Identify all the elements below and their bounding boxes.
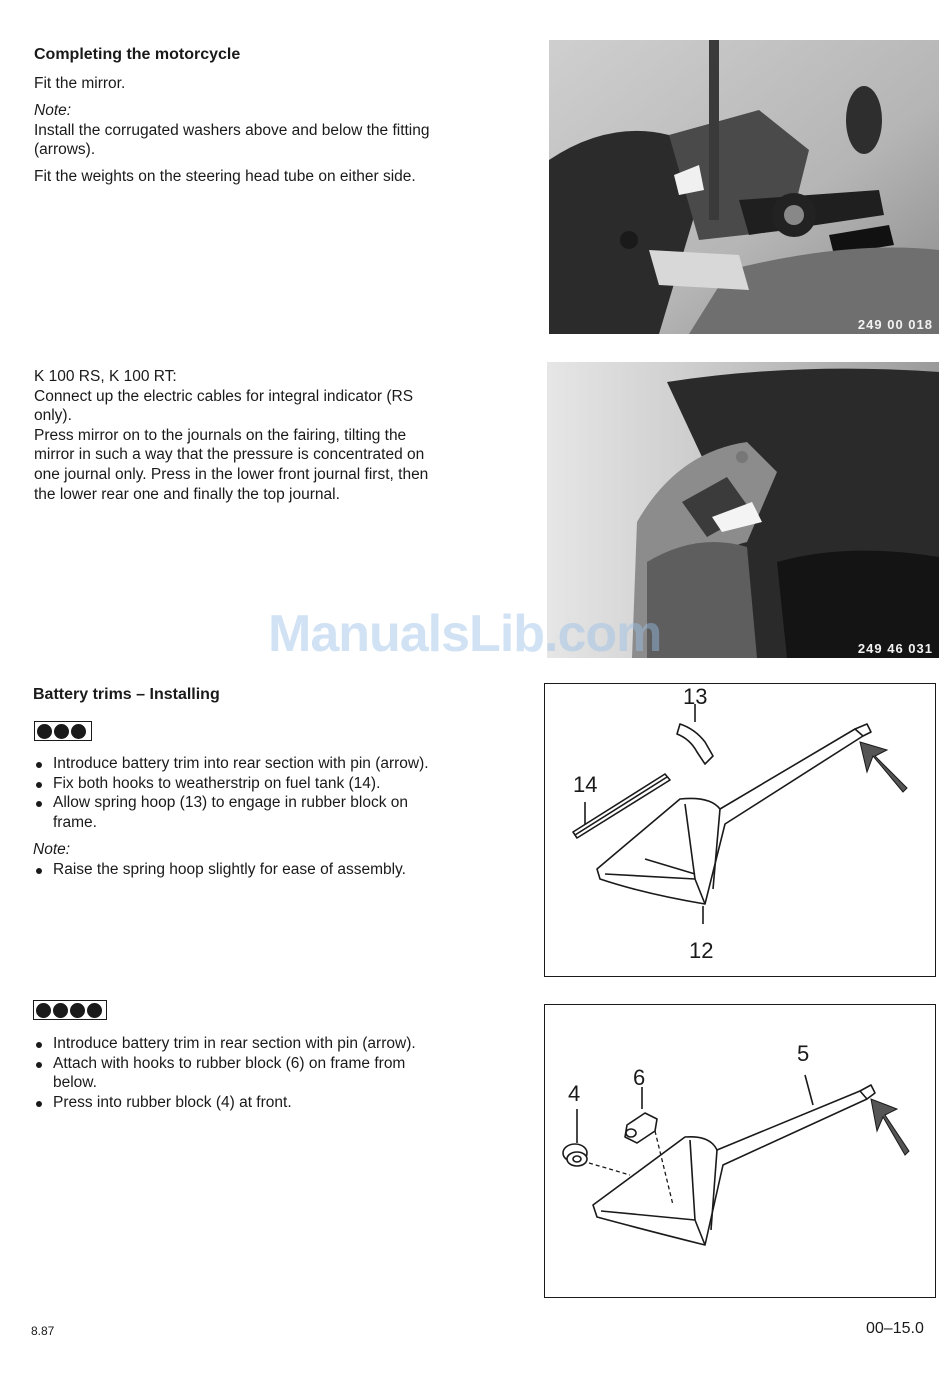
model-indicator-four-cylinder (33, 1000, 107, 1020)
bullet-list-three-cylinder (33, 754, 503, 813)
list-item: Fix both hooks to weatherstrip on fuel tank (14). (33, 774, 503, 794)
watermark-text: ManualsLib.com (268, 605, 662, 663)
cylinder-dot (70, 1003, 85, 1018)
list-item: Introduce battery trim into rear section with pin (arrow). (33, 754, 503, 774)
photo-fairing-mirror (547, 362, 939, 658)
instruction-line: Connect up the electric cables for integral indicator (RS (34, 388, 414, 405)
instruction-fit-weights: Fit the weights on the steering head tube on either side. (34, 168, 416, 185)
section-heading-battery-trims: Battery trims – Installing (33, 686, 220, 703)
list-item-continuation: below. (53, 1074, 97, 1091)
photo-reference-code: 249 00 018 (857, 317, 933, 332)
diagram-battery-trim-four-cylinder (544, 1004, 936, 1298)
instruction-line: Press mirror on to the journals on the fairing, tilting the (34, 427, 407, 444)
part-label-4: 4 (568, 1081, 581, 1106)
part-label-12: 12 (689, 938, 714, 963)
cylinder-dot (37, 724, 52, 739)
diagram-battery-trim-three-cylinder (544, 683, 936, 977)
list-item: Allow spring hoop (13) to engage in rubber block on (33, 793, 503, 813)
part-label-5: 5 (797, 1041, 810, 1066)
instruction-fit-mirror: Fit the mirror. (34, 75, 126, 92)
list-item: Press into rubber block (4) at front. (33, 1093, 503, 1113)
instruction-line: only). (34, 407, 72, 424)
photo-mirror-fitting (549, 40, 939, 334)
note-label: Note: (33, 841, 71, 858)
part-label-13: 13 (683, 684, 708, 709)
bullet-list-note (33, 860, 503, 880)
instruction-line: the lower rear one and finally the top journal. (34, 486, 340, 503)
section-heading-completing: Completing the motorcycle (34, 46, 241, 63)
cylinder-dot (71, 724, 86, 739)
bullet-list-four-cylinder-cont (33, 1093, 503, 1113)
list-item: Attach with hooks to rubber block (6) on frame from (33, 1054, 503, 1074)
list-item: Introduce battery trim in rear section with pin (arrow). (33, 1034, 503, 1054)
cylinder-dot (54, 724, 69, 739)
model-designation: K 100 RS, K 100 RT: (34, 368, 177, 385)
photo-reference-code: 249 46 031 (857, 641, 933, 656)
cylinder-dot (36, 1003, 51, 1018)
instruction-line: mirror in such a way that the pressure is concentrated on (34, 446, 425, 463)
instruction-line: one journal only. Press in the lower front journal first, then (34, 466, 429, 483)
list-item-continuation: frame. (53, 814, 97, 831)
footer-date: 8.87 (31, 1324, 55, 1338)
model-indicator-three-cylinder (34, 721, 92, 741)
cylinder-dot (87, 1003, 102, 1018)
part-label-14: 14 (573, 772, 598, 797)
note-text-line: Install the corrugated washers above and below the fitting (34, 122, 430, 139)
list-item: Raise the spring hoop slightly for ease of assembly. (33, 860, 503, 880)
cylinder-dot (53, 1003, 68, 1018)
note-label: Note: (34, 102, 72, 119)
page-number: 00–15.0 (866, 1320, 924, 1337)
bullet-list-four-cylinder (33, 1034, 503, 1073)
note-text-line: (arrows). (34, 141, 96, 158)
part-label-6: 6 (633, 1065, 646, 1090)
